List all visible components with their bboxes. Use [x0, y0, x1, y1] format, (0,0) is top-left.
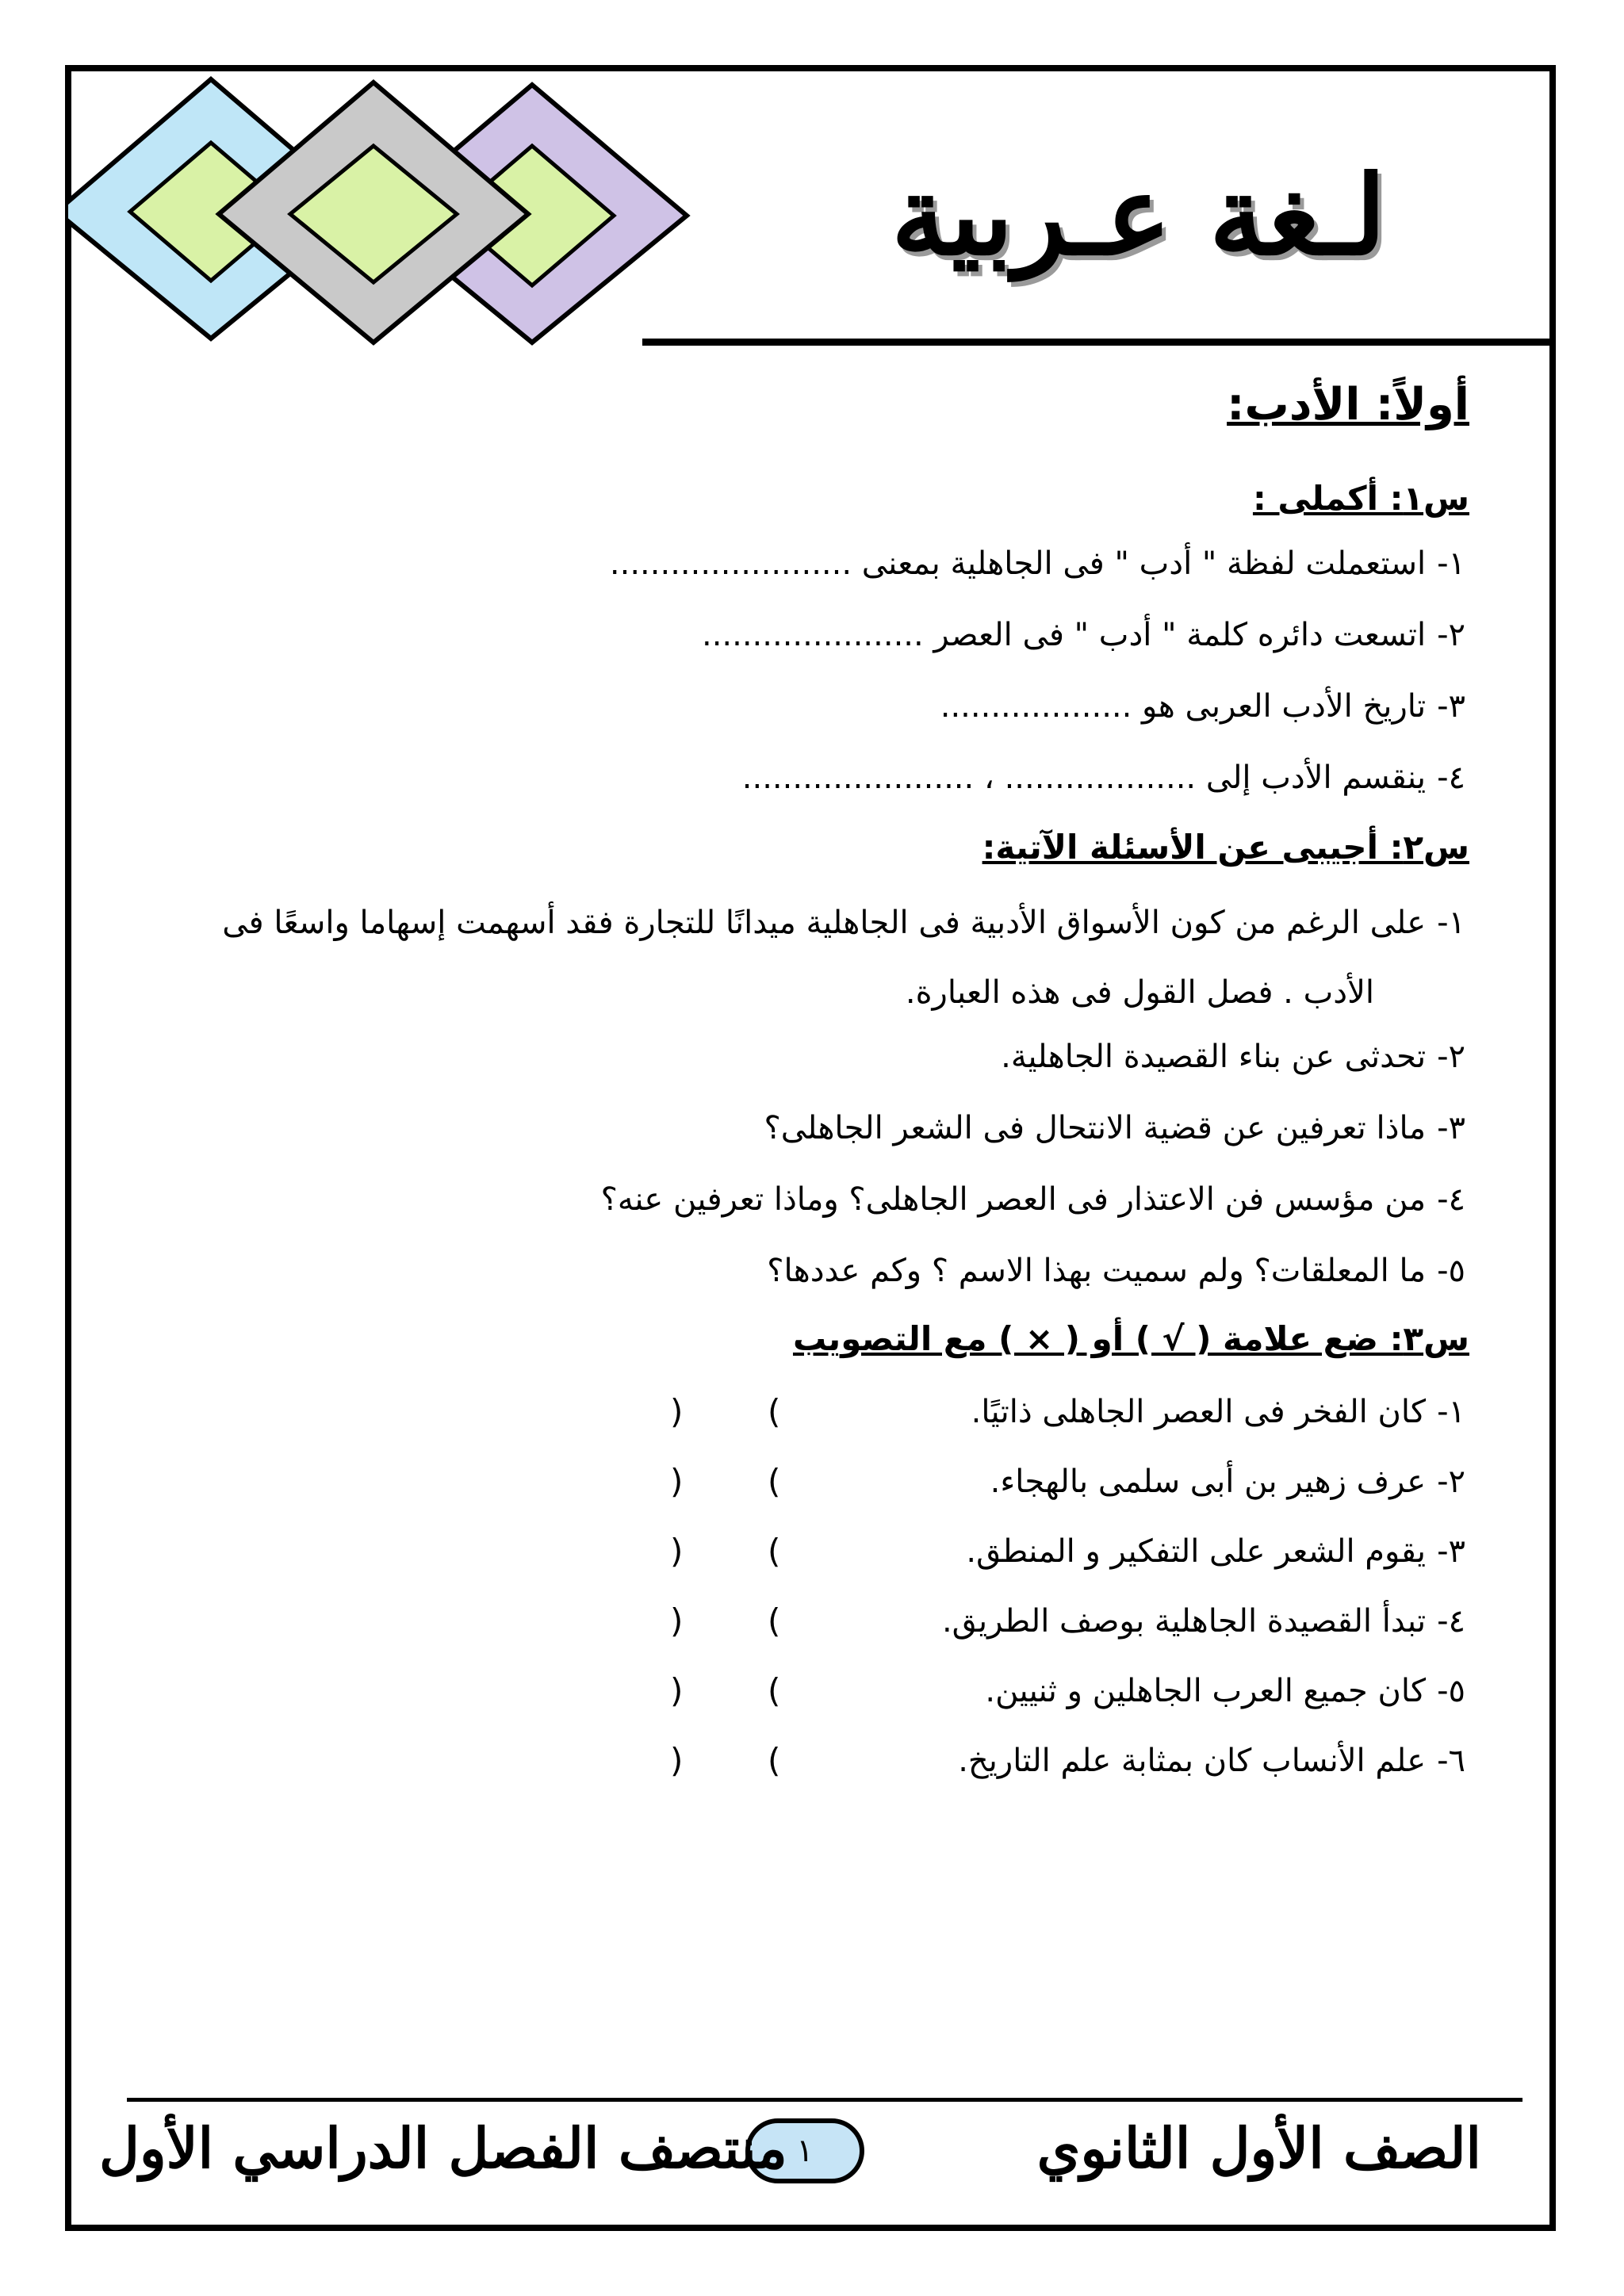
item-number: ٢- [1437, 1464, 1465, 1500]
item-number: ٥- [1437, 1253, 1465, 1289]
item-text: ماذا تعرفين عن قضية الانتحال فى الشعر الجاهلى؟ [764, 1110, 1427, 1146]
page-title: لـغة عـربية [891, 151, 1386, 280]
item-text: على الرغم من كون الأسواق الأدبية فى الجاهلية ميدانًا للتجارة فقد أسهمت إسهاما واسعًا فى [222, 905, 1427, 941]
answer-paren-close[interactable]: ) [670, 1462, 684, 1501]
item-text: علم الأنساب كان بمثابة علم التاريخ. [958, 1743, 1427, 1779]
item-number: ٦- [1437, 1743, 1465, 1779]
item-text: استعملت لفظة " أدب " فى الجاهلية بمعنى ........................ [609, 545, 1427, 582]
item-text: اتسعت دائره كلمة " أدب " فى العصر ...................... [701, 617, 1427, 653]
decorative-diamonds [68, 73, 695, 350]
answer-paren-open[interactable]: ( [768, 1601, 781, 1640]
tf-statement [966, 1533, 1465, 1570]
item-text: تبدأ القصيدة الجاهلية بوصف الطريق. [941, 1603, 1427, 1640]
q1-heading: س١: أكملى : [1252, 479, 1469, 518]
answer-paren-close[interactable]: ) [670, 1601, 684, 1640]
item-number: ٤- [1437, 1181, 1465, 1218]
q1-item-3 [940, 688, 1465, 725]
item-text: ينقسم الأدب إلى ................... ، ....................... [741, 760, 1427, 796]
q2-heading: س٢: أجيبى عن الأسئلة الآتية: [982, 828, 1469, 867]
item-text: تحدثى عن بناء القصيدة الجاهلية. [1001, 1039, 1427, 1075]
answer-paren-open[interactable]: ( [768, 1392, 781, 1431]
item-number: ٥- [1437, 1673, 1465, 1709]
item-text: تاريخ الأدب العربى هو ................... [940, 688, 1427, 725]
item-text: ما المعلقات؟ ولم سميت بهذا الاسم ؟ وكم عددها؟ [767, 1253, 1427, 1289]
q1-item-2 [702, 617, 1465, 653]
answer-paren-close[interactable]: ) [670, 1532, 684, 1571]
item-number: ٤- [1437, 1603, 1465, 1640]
tf-statement [985, 1673, 1465, 1709]
answer-paren-open[interactable]: ( [768, 1671, 781, 1710]
footer-term: منتصف الفصل الدراسي الأول [99, 2115, 787, 2181]
tf-statement [990, 1464, 1465, 1500]
q2-item-4 [601, 1181, 1465, 1218]
answer-paren-open[interactable]: ( [768, 1741, 781, 1780]
page-number: ١ [796, 2133, 814, 2169]
item-text: كان الفخر فى العصر الجاهلى ذاتيًا. [971, 1394, 1427, 1430]
q3-heading: س٣: ضع علامة ( √ ) أو ( × ) مع التصويب [792, 1319, 1469, 1358]
item-number: ٢- [1437, 1039, 1465, 1075]
item-number: ١- [1437, 545, 1465, 582]
tf-statement [971, 1394, 1465, 1430]
item-text-continued: الأدب . فصل القول فى هذه العبارة. [905, 974, 1374, 1011]
title-underline [642, 339, 1556, 346]
item-text: يقوم الشعر على التفكير و المنطق. [966, 1533, 1427, 1570]
q2-item-2 [1001, 1039, 1465, 1075]
item-text: من مؤسس فن الاعتذار فى العصر الجاهلى؟ وماذا تعرفين عنه؟ [600, 1181, 1427, 1218]
answer-paren-close[interactable]: ) [670, 1392, 684, 1431]
q2-item-3 [764, 1110, 1465, 1146]
item-number: ٣- [1437, 688, 1465, 725]
q2-item-5 [767, 1253, 1465, 1289]
q1-item-4 [742, 760, 1465, 796]
item-number: ٣- [1437, 1110, 1465, 1146]
tf-statement [958, 1743, 1465, 1779]
answer-paren-close[interactable]: ) [670, 1741, 684, 1780]
answer-paren-open[interactable]: ( [768, 1462, 781, 1501]
item-number: ٢- [1437, 617, 1465, 653]
q1-item-1 [610, 545, 1465, 582]
tf-statement [942, 1603, 1465, 1640]
footer-rule [127, 2098, 1522, 2102]
section-heading: أولاً: الأدب: [1227, 379, 1469, 430]
item-text: كان جميع العرب الجاهلين و ثنيين. [985, 1673, 1427, 1709]
footer-grade: الصف الأول الثانوي [1036, 2115, 1481, 2181]
item-number: ٣- [1437, 1533, 1465, 1570]
item-number: ١- [1437, 905, 1465, 941]
item-text: عرف زهير بن أبى سلمى بالهجاء. [990, 1464, 1427, 1500]
item-number: ٤- [1437, 760, 1465, 796]
answer-paren-open[interactable]: ( [768, 1532, 781, 1571]
item-number: ١- [1437, 1394, 1465, 1430]
q2-item-1 [165, 888, 1465, 1027]
answer-paren-close[interactable]: ) [670, 1671, 684, 1710]
